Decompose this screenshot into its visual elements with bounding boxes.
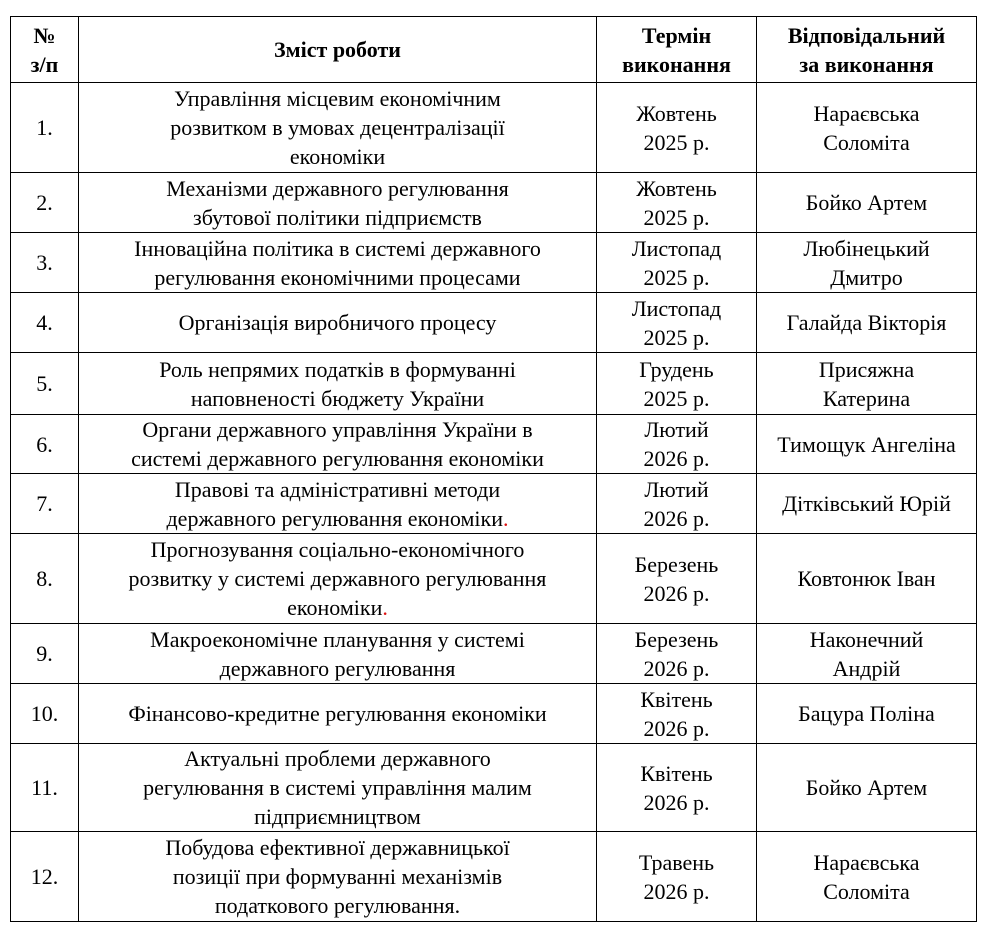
row-content <box>79 624 597 684</box>
highlighted-period: . <box>382 595 388 620</box>
row-content-text: Роль непрямих податків в формуванні наповненості бюджету України <box>159 356 516 411</box>
row-responsible <box>757 534 977 624</box>
row-content-text: Фінансово-кредитне регулювання економіки <box>128 701 547 726</box>
row-responsible <box>757 474 977 534</box>
row-content-text: Макроекономічне планування у системі державного регулювання <box>150 626 525 681</box>
row-num <box>11 474 79 534</box>
row-responsible-text: Нараєвська Соломіта <box>813 849 920 904</box>
header-term: Термін виконання <box>597 17 757 83</box>
row-term <box>597 233 757 293</box>
row-term <box>597 474 757 534</box>
row-num-text: 1. <box>36 115 53 140</box>
row-responsible-text: Галайда Вікторія <box>786 310 947 335</box>
row-num <box>11 173 79 233</box>
row-term <box>597 624 757 684</box>
row-content-text: Прогнозування соціально-економічного розвитку у системі державного регулювання економіки <box>128 537 547 620</box>
row-content <box>79 534 597 624</box>
row-num <box>11 744 79 832</box>
row-responsible-text: Наконечний Андрій <box>809 626 924 681</box>
row-content-text: Актуальні проблеми державного регулювання в системі управління малим підприємництвом <box>143 746 532 829</box>
row-num-text: 5. <box>36 371 53 396</box>
table-row <box>11 233 977 293</box>
row-responsible-text: Присяжна Катерина <box>818 356 915 411</box>
row-responsible <box>757 293 977 353</box>
row-content-text: Побудова ефективної державницької позиції при формуванні механізмів податкового регулювання. <box>165 835 510 918</box>
table-row <box>11 832 977 922</box>
row-num-text: 11. <box>31 775 58 800</box>
row-num-text: 2. <box>36 190 53 215</box>
row-term <box>597 353 757 415</box>
row-content <box>79 744 597 832</box>
row-content-text: Управління місцевим економічним розвитком в умовах децентралізації економіки <box>170 86 505 169</box>
row-term-text: Березень 2026 р. <box>634 551 719 606</box>
table-row <box>11 173 977 233</box>
row-term-text: Листопад 2025 р. <box>631 295 722 350</box>
row-num-text: 6. <box>36 431 53 457</box>
row-num <box>11 684 79 744</box>
row-content <box>79 83 597 173</box>
row-num-text: 7. <box>36 491 53 516</box>
row-content <box>79 293 597 353</box>
row-responsible <box>757 83 977 173</box>
header-num: № з/п <box>11 17 79 83</box>
row-responsible-text: Любінецький Дмитро <box>803 235 930 290</box>
row-responsible-text: Бойко Артем <box>805 190 928 215</box>
row-term <box>597 415 757 474</box>
table-row <box>11 474 977 534</box>
row-term-text: Грудень 2025 р. <box>639 356 714 411</box>
row-term-text: Травень 2026 р. <box>638 849 715 904</box>
row-content <box>79 233 597 293</box>
row-num <box>11 415 79 474</box>
row-content-text: Правові та адміністративні методи державного регулювання економіки <box>166 476 503 531</box>
row-term-text: Лютий 2026 р. <box>643 417 710 471</box>
row-term-text: Квітень 2026 р. <box>640 760 713 815</box>
row-term-text: Квітень 2026 р. <box>640 686 713 741</box>
row-content-text: Механізми державного регулювання збутової політики підприємств <box>166 175 509 230</box>
row-term <box>597 173 757 233</box>
row-term <box>597 293 757 353</box>
table-row <box>11 83 977 173</box>
row-term <box>597 684 757 744</box>
table-row <box>11 415 977 474</box>
highlighted-period: . <box>503 505 509 531</box>
row-responsible <box>757 744 977 832</box>
row-term-text: Жовтень 2025 р. <box>636 100 717 155</box>
row-num <box>11 534 79 624</box>
header-content: Зміст роботи <box>79 17 597 83</box>
row-term-text: Листопад 2025 р. <box>631 235 722 290</box>
row-responsible-text: Тимощук Ангеліна <box>777 431 956 457</box>
table-row <box>11 293 977 353</box>
row-responsible <box>757 624 977 684</box>
row-responsible <box>757 832 977 922</box>
row-num-text: 9. <box>36 641 53 666</box>
row-num-text: 10. <box>30 701 59 726</box>
row-responsible <box>757 684 977 744</box>
row-responsible-text: Бацура Поліна <box>798 701 935 726</box>
table-row <box>11 353 977 415</box>
row-content <box>79 474 597 534</box>
row-term-text: Березень 2026 р. <box>634 626 719 681</box>
row-num <box>11 293 79 353</box>
row-responsible-text: Нараєвська Соломіта <box>813 100 920 155</box>
work-schedule-table <box>10 16 977 922</box>
row-num <box>11 624 79 684</box>
row-content <box>79 684 597 744</box>
row-num <box>11 832 79 922</box>
header-row <box>11 17 977 83</box>
row-term-text: Лютий 2026 р. <box>643 476 710 531</box>
row-content-text: Інноваційна політика в системі державного регулювання економічними процесами <box>134 235 541 290</box>
row-content <box>79 173 597 233</box>
row-content-text: Органи державного управління України в системі державного регулювання економіки <box>131 417 544 471</box>
row-num-text: 4. <box>36 310 53 335</box>
table-row <box>11 534 977 624</box>
table-row <box>11 744 977 832</box>
row-term-text: Жовтень 2025 р. <box>636 175 717 230</box>
row-num-text: 8. <box>36 566 53 591</box>
row-content <box>79 832 597 922</box>
row-responsible-text: Дітківський Юрій <box>782 491 951 516</box>
row-responsible <box>757 173 977 233</box>
row-responsible-text: Бойко Артем <box>805 775 928 800</box>
header-responsible: Відповідальний за виконання <box>757 17 977 83</box>
row-term <box>597 83 757 173</box>
row-num-text: 3. <box>36 250 53 275</box>
row-num-text: 12. <box>30 864 59 889</box>
table-row <box>11 624 977 684</box>
row-content <box>79 353 597 415</box>
row-num <box>11 353 79 415</box>
row-responsible-text: Ковтонюк Іван <box>797 566 936 591</box>
row-responsible <box>757 353 977 415</box>
row-num <box>11 83 79 173</box>
row-term <box>597 534 757 624</box>
row-responsible <box>757 415 977 474</box>
table-row <box>11 684 977 744</box>
row-term <box>597 832 757 922</box>
row-term <box>597 744 757 832</box>
row-content <box>79 415 597 474</box>
row-content-text: Організація виробничого процесу <box>178 310 497 335</box>
row-num <box>11 233 79 293</box>
row-responsible <box>757 233 977 293</box>
